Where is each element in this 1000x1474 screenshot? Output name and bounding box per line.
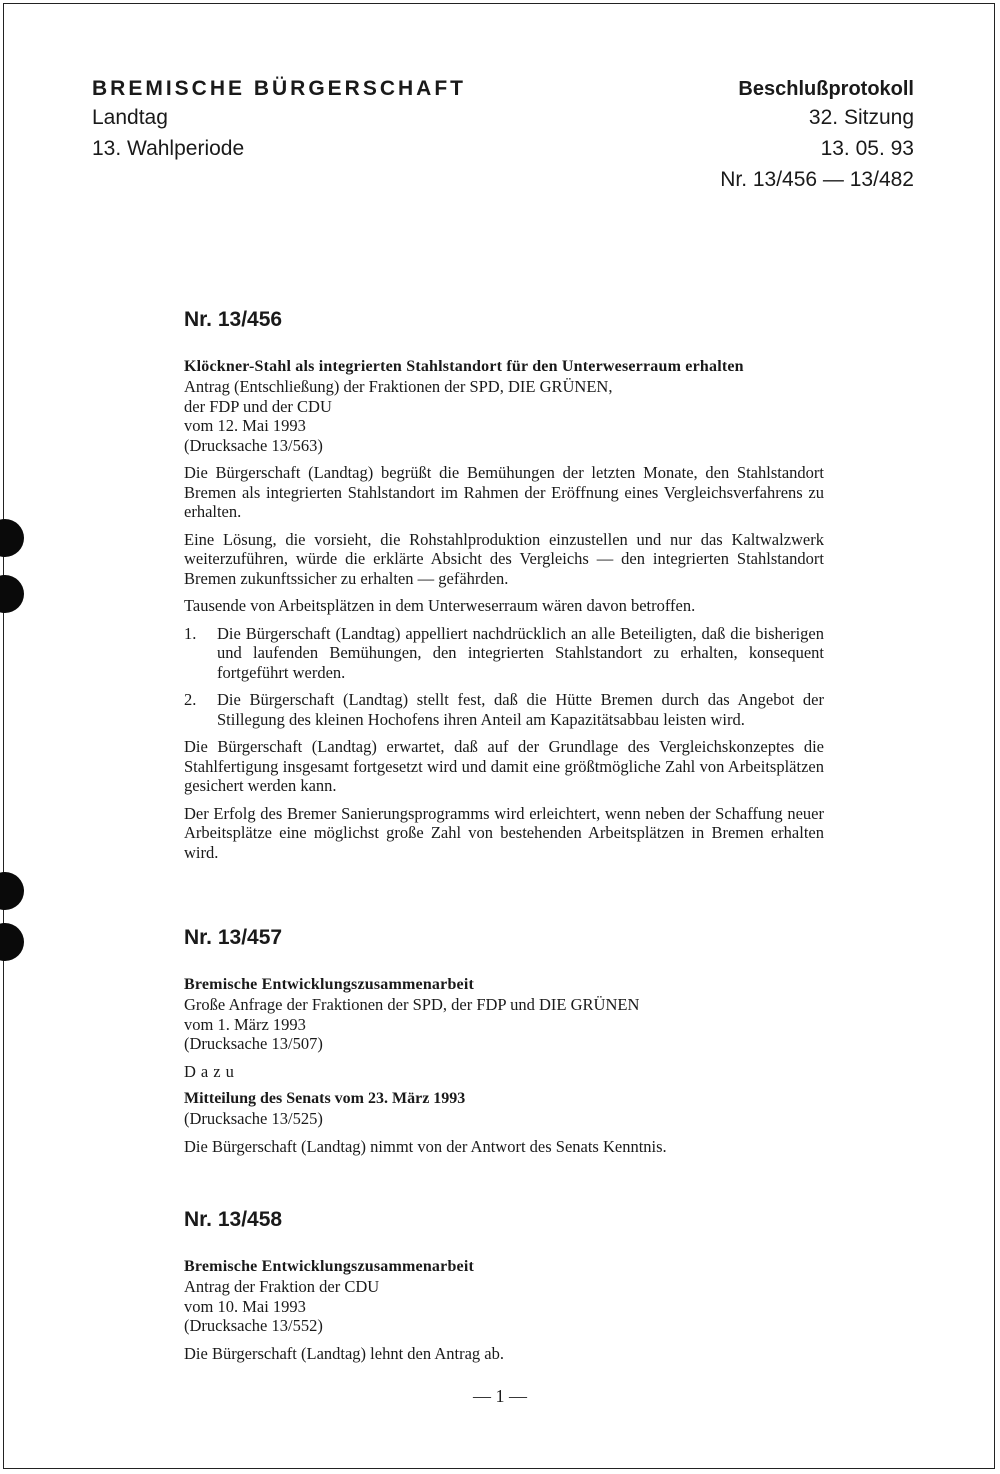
chamber: Landtag (92, 106, 168, 129)
paragraph: Die Bürgerschaft (Landtag) begrüßt die Bemühungen der letzten Monate, den Stahlstandort Bremen als integrierten Stahlstandort im Rahmen der Eröffnung eines Vergleichsverfahrens zu erhalten. (184, 463, 824, 521)
item-meta: vom 1. März 1993 (184, 1014, 306, 1034)
point-text: Die Bürgerschaft (Landtag) stellt fest, daß die Hütte Bremen durch das Angebot der Stillegung des kleinen Hochofens ihren Anteil am Kapazitätsabbau leisten wird. (217, 690, 824, 729)
header-left (92, 76, 466, 164)
session: 32. Sitzung (808, 106, 914, 129)
decision: Die Bürgerschaft (Landtag) lehnt den Antrag ab. (184, 1343, 504, 1363)
document-type: Beschlußprotokoll (738, 78, 914, 100)
item-13-458 (184, 1208, 824, 1363)
paragraph: Der Erfolg des Bremer Sanierungsprogramms wird erleichtert, wenn neben der Schaffung neuer Arbeitsplätze eine möglichst große Zahl von bestehenden Arbeitsplätzen in Bremen erhalten wird. (184, 803, 824, 862)
header-right (720, 76, 914, 195)
item-title: Klöckner-Stahl als integrierten Stahlstandort für den Unterweserraum erhalten (184, 358, 744, 375)
item-meta: vom 12. Mai 1993 (184, 416, 306, 435)
paragraph: Die Bürgerschaft (Landtag) erwartet, daß auf der Grundlage des Vergleichskonzeptes die Stahlfertigung insgesamt fortgesetzt wird und damit eine größtmögliche Zahl von Arbeitsplätzen gesichert werden kann. (184, 737, 824, 795)
point-text: Die Bürgerschaft (Landtag) appelliert nachdrücklich an alle Beteiligten, daß die bisherigen und laufenden Bemühungen, den integrierten Stahlstandort zu erhalten, konsequent fortgeführt werden. (217, 623, 824, 682)
numbered-point (184, 624, 824, 683)
item-title: Bremische Entwicklungszusammenarbeit (184, 976, 475, 993)
item-13-457 (184, 926, 824, 1156)
item-number: Nr. 13/456 (184, 308, 283, 331)
paragraph: Eine Lösung, die vorsieht, die Rohstahlproduktion einzustellen und nur das Kaltwalzwerk weiterzuführen, würde die erklärte Absicht des Vergleichs — den integrierten Stahlstandort Bremen zukunftssicher zu erhalten — gefährden. (184, 529, 824, 588)
sub-meta: (Drucksache 13/525) (184, 1109, 323, 1128)
item-meta: Antrag (Entschließung) der Fraktionen der SPD, DIE GRÜNEN, (184, 377, 613, 396)
numbered-point (184, 690, 824, 729)
item-meta: (Drucksache 13/552) (184, 1316, 323, 1335)
paragraph: Tausende von Arbeitsplätzen in dem Unterweserraum wären davon betroffen. (184, 596, 696, 615)
item-meta: Große Anfrage der Fraktionen der SPD, der FDP und DIE GRÜNEN (184, 995, 640, 1014)
item-title: Bremische Entwicklungszusammenarbeit (184, 1258, 475, 1275)
legislative-period: 13. Wahlperiode (92, 137, 245, 160)
point-number: 1. (184, 623, 197, 643)
dazu-label: Dazu (184, 1061, 239, 1081)
item-meta: (Drucksache 13/507) (184, 1034, 323, 1053)
page-number: — 1 — (473, 1386, 527, 1406)
item-number: Nr. 13/457 (184, 926, 283, 949)
item-13-456 (184, 308, 824, 862)
protocol-content (184, 308, 824, 1363)
item-meta: Antrag der Fraktion der CDU (184, 1277, 380, 1296)
sub-title: Mitteilung des Senats vom 23. März 1993 (184, 1090, 466, 1107)
item-meta: der FDP und der CDU (184, 396, 332, 416)
point-number: 2. (184, 690, 197, 709)
session-date: 13. 05. 93 (820, 137, 914, 160)
item-meta: vom 10. Mai 1993 (184, 1296, 306, 1316)
number-range: Nr. 13/456 — 13/482 (720, 168, 914, 191)
org-name: BREMISCHE BÜRGERSCHAFT (92, 77, 467, 100)
item-number: Nr. 13/458 (184, 1208, 283, 1231)
item-meta: (Drucksache 13/563) (184, 435, 323, 455)
decision: Die Bürgerschaft (Landtag) nimmt von der Antwort des Senats Kenntnis. (184, 1136, 667, 1156)
